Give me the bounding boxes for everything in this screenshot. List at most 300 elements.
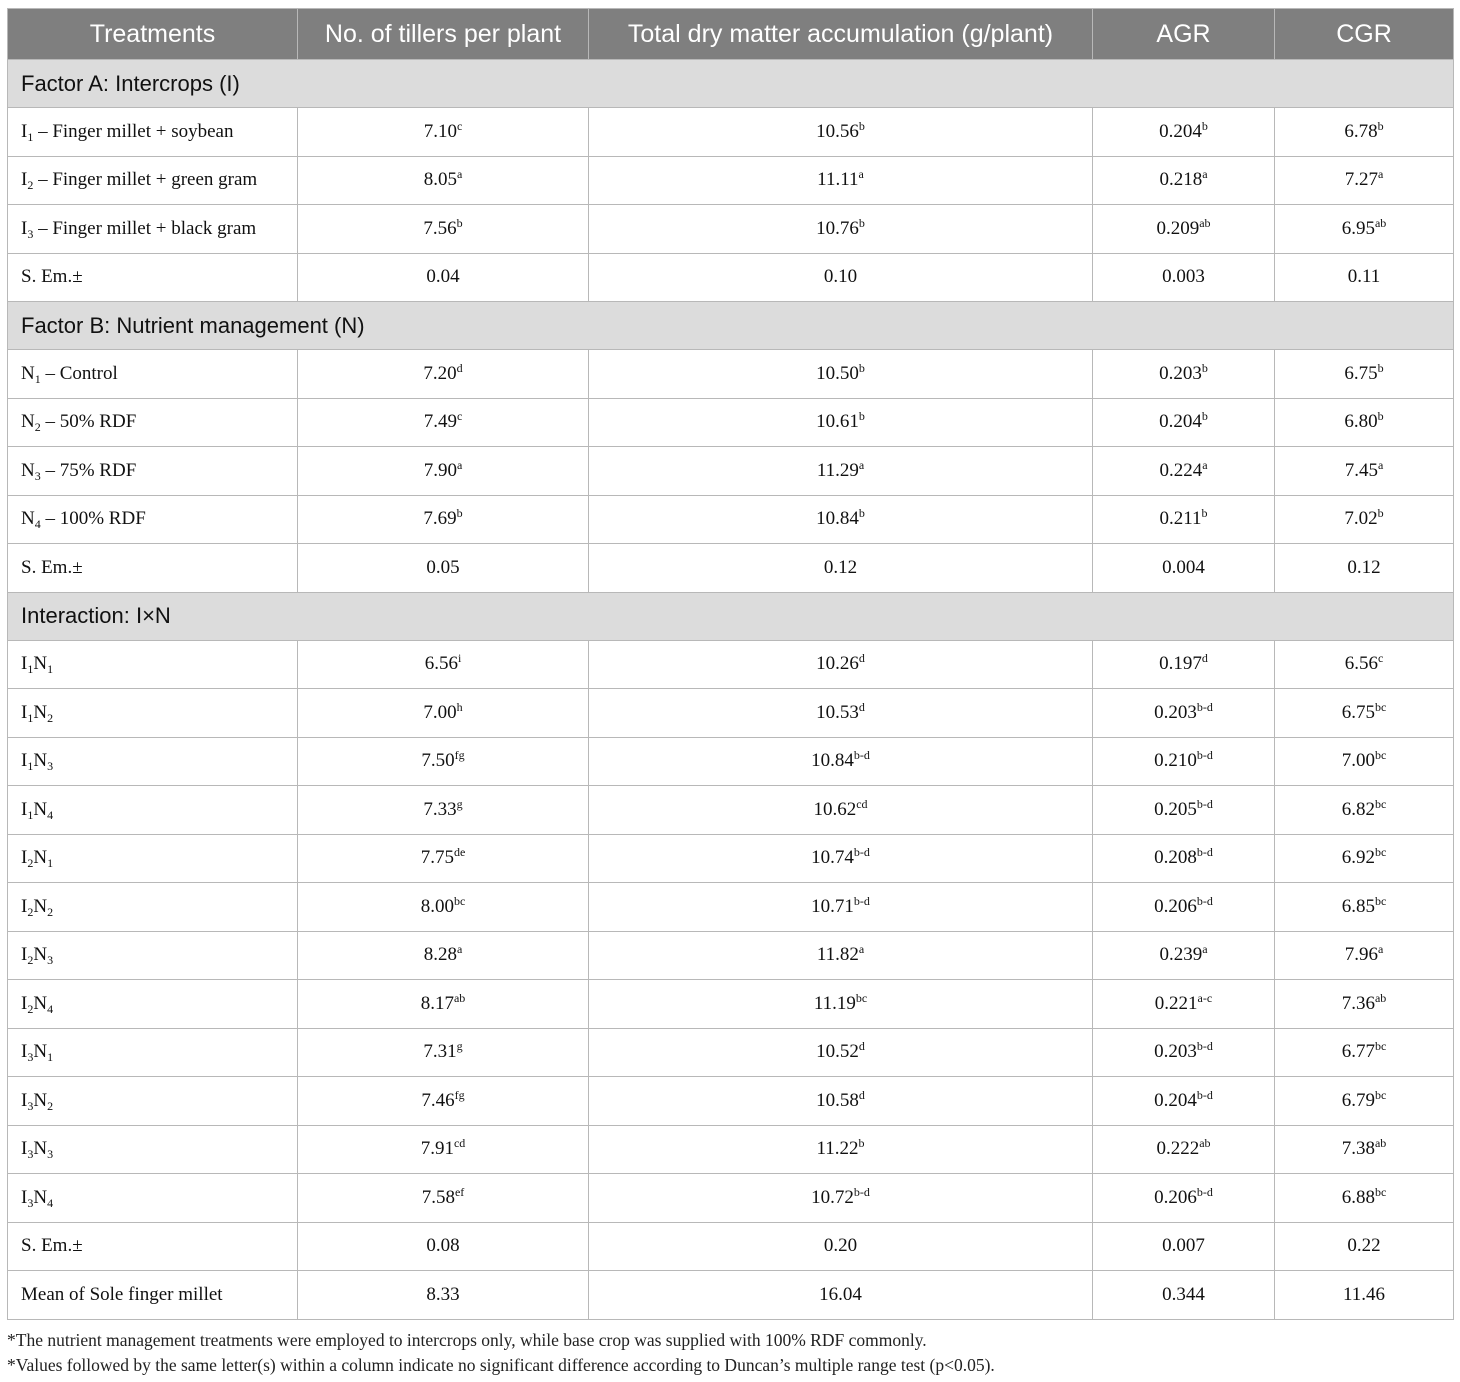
significance-letter: ab <box>1199 215 1211 230</box>
cell-value: 0.239 <box>1159 944 1203 966</box>
value-cell <box>1275 980 1454 1029</box>
treatment-label <box>8 495 298 544</box>
cell-value: 6.88 <box>1341 1186 1375 1208</box>
value-cell <box>298 1077 589 1126</box>
label-text: I <box>21 120 28 142</box>
value-cell <box>298 834 589 883</box>
label-subscript: 4 <box>47 1001 54 1016</box>
value-cell <box>1275 689 1454 738</box>
value-cell <box>1093 834 1275 883</box>
table-row <box>8 253 1454 302</box>
treatment-label <box>8 1077 298 1126</box>
label-subscript: 4 <box>34 517 41 532</box>
cell-value: 11.22 <box>816 1138 859 1160</box>
cell-value: 10.71 <box>811 895 854 917</box>
table-footnotes <box>7 1328 1453 1378</box>
label-text: – 100% RDF <box>40 508 146 530</box>
value-cell <box>589 737 1093 786</box>
value-cell <box>589 1174 1093 1223</box>
significance-letter: g <box>456 1039 463 1054</box>
cell-value: 6.78 <box>1344 120 1378 142</box>
label-subscript: 2 <box>27 904 34 919</box>
cell-value: 0.206 <box>1154 895 1197 917</box>
value-cell <box>298 495 589 544</box>
value-cell <box>1093 1125 1275 1174</box>
cell-value: 11.29 <box>816 459 859 481</box>
significance-letter: fg <box>454 748 465 763</box>
section-header-row <box>8 302 1454 350</box>
table-row <box>8 980 1454 1029</box>
label-text: – Finger millet + soybean <box>33 120 234 142</box>
label-text: – 75% RDF <box>40 459 137 481</box>
cell-value: 8.00 <box>420 895 454 917</box>
cell-value: 7.96 <box>1344 944 1378 966</box>
label-text: S. Em.± <box>21 556 83 578</box>
cell-value: 6.75 <box>1344 362 1378 384</box>
value-cell <box>1093 640 1275 689</box>
label-text: I <box>21 217 28 239</box>
value-cell <box>589 689 1093 738</box>
value-cell <box>1093 931 1275 980</box>
cell-value: 11.19 <box>813 992 856 1014</box>
significance-letter: de <box>453 845 466 860</box>
cell-value: 6.56 <box>1344 653 1378 675</box>
value-cell <box>589 398 1093 447</box>
significance-letter: b <box>1201 506 1208 521</box>
value-cell <box>589 156 1093 205</box>
table-row <box>8 834 1454 883</box>
cell-value: 7.33 <box>423 798 457 820</box>
value-cell <box>1093 689 1275 738</box>
label-text: N <box>21 362 35 384</box>
significance-letter: ef <box>454 1184 465 1199</box>
cell-value: 10.84 <box>811 750 854 772</box>
value-cell <box>589 834 1093 883</box>
cell-value: 10.72 <box>811 1186 854 1208</box>
value-cell <box>589 108 1093 157</box>
value-cell <box>1093 447 1275 496</box>
label-subscript: 2 <box>34 420 41 435</box>
cell-value: 0.344 <box>1162 1283 1205 1305</box>
cell-value: 6.79 <box>1341 1089 1375 1111</box>
label-text: I <box>21 1089 28 1111</box>
label-subscript: 2 <box>47 1098 54 1113</box>
significance-letter: a <box>1377 167 1384 182</box>
value-cell <box>589 931 1093 980</box>
table-row <box>8 205 1454 254</box>
value-cell <box>298 1222 589 1271</box>
table-row <box>8 495 1454 544</box>
significance-letter: a <box>1202 457 1208 472</box>
header-agr: AGR <box>1093 9 1275 60</box>
cell-value: 10.74 <box>811 847 854 869</box>
value-cell <box>1275 398 1454 447</box>
treatment-label <box>8 398 298 447</box>
value-cell <box>1275 931 1454 980</box>
value-cell <box>298 931 589 980</box>
table-row <box>8 689 1454 738</box>
value-cell <box>1093 156 1275 205</box>
label-text: I <box>21 992 28 1014</box>
label-subscript: 2 <box>27 178 34 193</box>
table-row <box>8 931 1454 980</box>
label-subscript: 4 <box>47 1195 54 1210</box>
label-text: N <box>33 992 48 1014</box>
significance-letter: b <box>858 506 865 521</box>
table-row <box>8 883 1454 932</box>
significance-letter: b-d <box>1196 845 1213 860</box>
label-text: I <box>21 944 28 966</box>
value-cell <box>1275 205 1454 254</box>
value-cell <box>1093 1174 1275 1223</box>
cell-value: 0.007 <box>1162 1235 1205 1257</box>
label-subscript: 2 <box>27 1001 34 1016</box>
significance-letter: bc <box>1374 845 1387 860</box>
cell-value: 7.02 <box>1344 508 1378 530</box>
label-text: S. Em.± <box>21 266 83 288</box>
value-cell <box>298 108 589 157</box>
value-cell <box>1275 447 1454 496</box>
cell-value: 8.05 <box>423 169 457 191</box>
label-subscript: 2 <box>27 856 34 871</box>
value-cell <box>298 1125 589 1174</box>
value-cell <box>589 447 1093 496</box>
cell-value: 10.53 <box>816 701 859 723</box>
label-text: I <box>21 1138 28 1160</box>
significance-letter: bc <box>1374 1039 1387 1054</box>
cell-value: 0.10 <box>823 266 858 288</box>
label-text: I <box>21 169 28 191</box>
value-cell <box>1093 980 1275 1029</box>
treatment-label <box>8 689 298 738</box>
significance-letter: b <box>1377 118 1384 133</box>
cell-value: 0.22 <box>1347 1235 1381 1257</box>
label-text: N <box>33 847 48 869</box>
value-cell <box>1275 156 1454 205</box>
value-cell <box>1093 1028 1275 1077</box>
significance-letter: b-d <box>1196 796 1213 811</box>
value-cell <box>1093 495 1275 544</box>
cell-value: 10.58 <box>816 1089 859 1111</box>
significance-letter: b <box>858 215 865 230</box>
treatment-label <box>8 205 298 254</box>
value-cell <box>589 495 1093 544</box>
value-cell <box>1093 1271 1275 1320</box>
significance-letter: bc <box>855 990 868 1005</box>
cell-value: 10.62 <box>813 798 857 820</box>
value-cell <box>1275 544 1454 593</box>
cell-value: 0.208 <box>1154 847 1197 869</box>
cell-value: 0.11 <box>1347 266 1381 288</box>
cell-value: 10.56 <box>816 120 859 142</box>
cell-value: 7.31 <box>423 1041 457 1063</box>
significance-letter: d <box>1201 651 1208 666</box>
significance-letter: b <box>858 409 865 424</box>
cell-value: 0.04 <box>426 266 460 288</box>
header-tillers: No. of tillers per plant <box>298 9 589 60</box>
cell-value: 6.77 <box>1341 1041 1375 1063</box>
label-subscript: 2 <box>47 904 54 919</box>
significance-letter: a <box>858 457 865 472</box>
value-cell <box>1093 883 1275 932</box>
treatment-label <box>8 253 298 302</box>
significance-letter: a <box>858 167 864 182</box>
table-row <box>8 640 1454 689</box>
value-cell <box>589 1125 1093 1174</box>
cell-value: 8.28 <box>423 944 457 966</box>
cell-value: 6.56 <box>424 653 458 675</box>
significance-letter: b <box>858 118 865 133</box>
label-text: I <box>21 750 28 772</box>
cell-value: 6.95 <box>1341 217 1375 239</box>
label-text: N <box>33 944 48 966</box>
table-row <box>8 1174 1454 1223</box>
value-cell <box>1093 398 1275 447</box>
footnote: *The nutrient management treatments were employed to intercrops only, while base crop was supplied with 100% RDF commonly. <box>7 1330 927 1350</box>
value-cell <box>1275 786 1454 835</box>
cell-value: 10.61 <box>816 411 859 433</box>
significance-letter: b-d <box>1196 699 1213 714</box>
value-cell <box>589 980 1093 1029</box>
label-text: N <box>33 750 48 772</box>
label-subscript: 1 <box>47 662 54 677</box>
table-row <box>8 156 1454 205</box>
table-row <box>8 1125 1454 1174</box>
significance-letter: a <box>1202 167 1208 182</box>
cell-value: 0.210 <box>1154 750 1197 772</box>
cell-value: 10.26 <box>816 653 859 675</box>
significance-letter: d <box>858 651 865 666</box>
label-text: I <box>21 847 28 869</box>
label-subscript: 1 <box>27 129 34 144</box>
significance-letter: d <box>456 360 463 375</box>
treatment-label <box>8 1125 298 1174</box>
value-cell <box>1093 737 1275 786</box>
value-cell <box>1275 1028 1454 1077</box>
label-subscript: 3 <box>47 759 54 774</box>
cell-value: 0.12 <box>823 556 858 578</box>
value-cell <box>1275 737 1454 786</box>
table-row <box>8 447 1454 496</box>
label-subscript: 1 <box>47 1050 54 1065</box>
cell-value: 7.45 <box>1344 459 1378 481</box>
significance-letter: bc <box>1374 796 1387 811</box>
value-cell <box>1093 205 1275 254</box>
significance-letter: cd <box>453 1136 466 1151</box>
cell-value: 7.36 <box>1341 992 1375 1014</box>
value-cell <box>1093 544 1275 593</box>
value-cell <box>298 786 589 835</box>
value-cell <box>589 253 1093 302</box>
significance-letter: a <box>1377 457 1384 472</box>
cell-value: 0.221 <box>1154 992 1198 1014</box>
significance-letter: b <box>1201 118 1208 133</box>
table-row <box>8 398 1454 447</box>
label-subscript: 4 <box>47 807 54 822</box>
value-cell <box>1275 495 1454 544</box>
table-row <box>8 1077 1454 1126</box>
value-cell <box>298 640 589 689</box>
cell-value: 0.203 <box>1159 362 1202 384</box>
value-cell <box>589 1222 1093 1271</box>
header-dry-matter: Total dry matter accumulation (g/plant) <box>589 9 1093 60</box>
label-subscript: 3 <box>34 468 41 483</box>
label-subscript: 1 <box>47 856 54 871</box>
significance-letter: b-d <box>853 1184 870 1199</box>
significance-letter: b-d <box>853 893 870 908</box>
label-text: – 50% RDF <box>40 411 137 433</box>
value-cell <box>589 883 1093 932</box>
treatment-label <box>8 883 298 932</box>
label-subscript: 1 <box>27 807 34 822</box>
label-subscript: 2 <box>27 953 34 968</box>
label-subscript: 1 <box>27 662 34 677</box>
value-cell <box>298 1174 589 1223</box>
cell-value: 7.58 <box>421 1186 455 1208</box>
table-row <box>8 1028 1454 1077</box>
cell-value: 10.84 <box>816 508 859 530</box>
significance-letter: a <box>1377 942 1384 957</box>
cell-value: 10.50 <box>816 362 859 384</box>
cell-value: 0.224 <box>1159 459 1203 481</box>
treatment-label <box>8 737 298 786</box>
value-cell <box>1093 108 1275 157</box>
cell-value: 16.04 <box>819 1283 862 1305</box>
significance-letter: b-d <box>1196 1184 1213 1199</box>
value-cell <box>589 544 1093 593</box>
significance-letter: b <box>1377 506 1384 521</box>
cell-value: 11.82 <box>816 944 859 966</box>
significance-letter: b <box>456 506 463 521</box>
value-cell <box>1275 350 1454 399</box>
cell-value: 0.203 <box>1154 1041 1197 1063</box>
cell-value: 8.33 <box>426 1283 460 1305</box>
cell-value: 7.91 <box>420 1138 454 1160</box>
treatment-label <box>8 350 298 399</box>
treatment-label <box>8 1174 298 1223</box>
cell-value: 0.20 <box>823 1235 858 1257</box>
label-text: N <box>33 798 48 820</box>
cell-value: 0.204 <box>1159 120 1202 142</box>
significance-letter: g <box>456 796 463 811</box>
significance-letter: bc <box>1374 1087 1387 1102</box>
value-cell <box>298 1028 589 1077</box>
significance-letter: bc <box>453 893 466 908</box>
significance-letter: ab <box>1374 1136 1387 1151</box>
label-subscript: 3 <box>47 953 54 968</box>
table-row <box>8 1271 1454 1320</box>
significance-letter: a <box>858 942 865 957</box>
value-cell <box>298 689 589 738</box>
label-subscript: 1 <box>27 710 34 725</box>
label-subscript: 3 <box>27 1147 34 1162</box>
value-cell <box>589 640 1093 689</box>
treatment-label <box>8 1271 298 1320</box>
table-row <box>8 1222 1454 1271</box>
cell-value: 0.204 <box>1159 411 1202 433</box>
table-row <box>8 544 1454 593</box>
cell-value: 7.69 <box>423 508 457 530</box>
cell-value: 10.76 <box>816 217 859 239</box>
significance-letter: bc <box>1374 748 1387 763</box>
significance-letter: b-d <box>853 845 870 860</box>
label-text: I <box>21 895 28 917</box>
cell-value: 7.90 <box>423 459 457 481</box>
significance-letter: b-d <box>1196 1087 1213 1102</box>
value-cell <box>589 786 1093 835</box>
value-cell <box>1275 1174 1454 1223</box>
significance-letter: a <box>1202 942 1208 957</box>
significance-letter: b-d <box>1196 893 1213 908</box>
table-row <box>8 737 1454 786</box>
value-cell <box>298 398 589 447</box>
significance-letter: bc <box>1374 699 1387 714</box>
section-title: Factor A: Intercrops (I) <box>8 60 1454 108</box>
section-header-row <box>8 592 1454 640</box>
label-text: I <box>21 701 28 723</box>
value-cell <box>1275 253 1454 302</box>
cell-value: 0.209 <box>1156 217 1200 239</box>
significance-letter: b <box>1377 360 1384 375</box>
treatment-label <box>8 980 298 1029</box>
label-subscript: 1 <box>34 371 41 386</box>
table-row <box>8 108 1454 157</box>
cell-value: 0.197 <box>1159 653 1202 675</box>
value-cell <box>1275 1125 1454 1174</box>
label-subscript: 3 <box>27 226 34 241</box>
footnote: *Values followed by the same letter(s) within a column indicate no significant difference according to Duncan’s multiple range test (p<0.05). <box>7 1355 995 1375</box>
label-text: N <box>21 459 35 481</box>
value-cell <box>589 1077 1093 1126</box>
treatment-label <box>8 544 298 593</box>
cell-value: 11.46 <box>1342 1283 1386 1305</box>
treatment-label <box>8 931 298 980</box>
value-cell <box>1093 350 1275 399</box>
label-subscript: 2 <box>47 710 54 725</box>
value-cell <box>298 737 589 786</box>
significance-letter: b <box>1377 409 1384 424</box>
cell-value: 0.05 <box>426 556 460 578</box>
label-subscript: 3 <box>27 1050 34 1065</box>
significance-letter: fg <box>454 1087 465 1102</box>
cell-value: 6.75 <box>1341 701 1375 723</box>
value-cell <box>589 1028 1093 1077</box>
value-cell <box>589 1271 1093 1320</box>
cell-value: 7.27 <box>1344 169 1378 191</box>
cell-value: 0.204 <box>1154 1089 1197 1111</box>
label-text: I <box>21 1186 28 1208</box>
treatment-label <box>8 640 298 689</box>
cell-value: 7.00 <box>1341 750 1375 772</box>
value-cell <box>1275 1077 1454 1126</box>
value-cell <box>298 447 589 496</box>
significance-letter: b <box>858 360 865 375</box>
treatment-label <box>8 1222 298 1271</box>
value-cell <box>298 350 589 399</box>
significance-letter: d <box>858 1039 865 1054</box>
value-cell <box>298 980 589 1029</box>
significance-letter: a <box>456 942 463 957</box>
value-cell <box>589 205 1093 254</box>
significance-letter: a <box>456 457 463 472</box>
value-cell <box>589 350 1093 399</box>
value-cell <box>298 156 589 205</box>
value-cell <box>298 205 589 254</box>
label-text: – Finger millet + green gram <box>33 169 258 191</box>
cell-value: 0.08 <box>426 1235 460 1257</box>
cell-value: 7.75 <box>420 847 454 869</box>
treatment-label <box>8 156 298 205</box>
